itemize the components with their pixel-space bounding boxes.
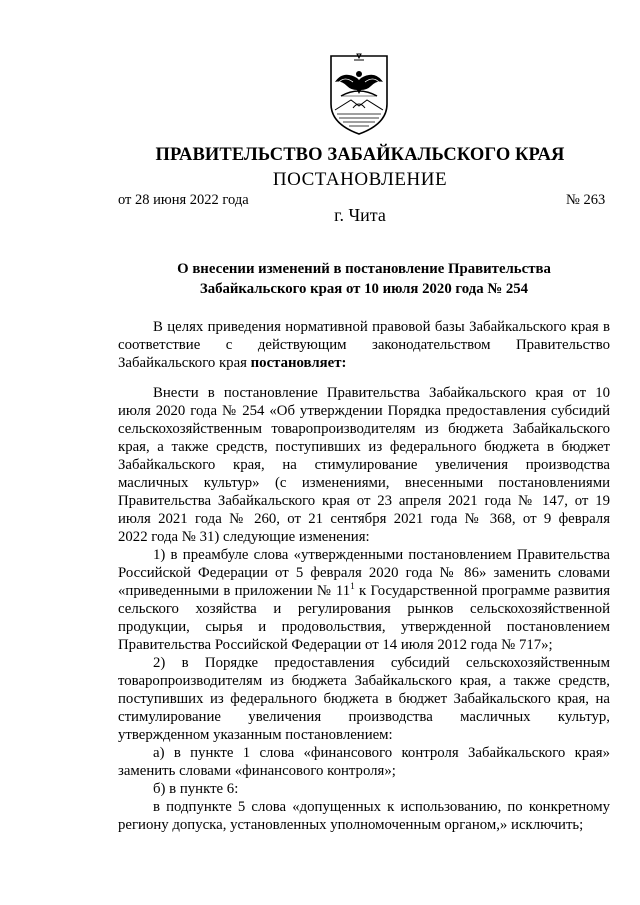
- body-line: заменить словами «финансового контроля»;: [118, 763, 396, 779]
- body-line: июля 2021 года № 260, от 21 сентября 2021 года № 368, от 9 февраля: [118, 511, 610, 527]
- document-type: ПОСТАНОВЛЕНИЕ: [272, 169, 448, 190]
- preamble-line: [118, 354, 610, 372]
- document-city: г. Чита: [334, 205, 386, 225]
- body-line: 2) в Порядке предоставления субсидий сельскохозяйственным: [153, 655, 610, 671]
- body-line: утвержденном указанным постановлением:: [118, 727, 393, 743]
- government-name: ПРАВИТЕЛЬСТВО ЗАБАЙКАЛЬСКОГО КРАЯ: [155, 145, 565, 165]
- body-line: [118, 582, 610, 600]
- body-line: Правительства Забайкальского края от 23 апреля 2021 года № 147, от 19: [118, 493, 610, 509]
- document-number: № 263: [566, 192, 606, 208]
- preamble-line: В целях приведения нормативной правовой базы Забайкальского края в: [153, 319, 610, 335]
- title-line: Забайкальского края от 10 июля 2020 года № 254: [199, 281, 529, 297]
- body-line: б) в пункте 6:: [153, 781, 239, 797]
- preamble-line: соответствие с действующим законодательством Правительство: [118, 337, 610, 353]
- body-line: Забайкальского края, на стимулирование увеличения производства: [118, 457, 610, 473]
- body-line: сельского хозяйства и регулирования рынков сельскохозяйственной: [118, 601, 610, 617]
- body-line: Внести в постановление Правительства Забайкальского края от 10: [153, 385, 610, 401]
- title-line: О внесении изменений в постановление Правительства: [177, 261, 551, 277]
- body-line: стимулирование увеличения производства масличных культур,: [118, 709, 610, 725]
- superscript: 1: [350, 581, 355, 591]
- body-line: а) в пункте 1 слова «финансового контроля Забайкальского края»: [153, 745, 610, 761]
- body-line: Правительства Российской Федерации от 14 июля 2012 года № 717»;: [118, 637, 553, 653]
- body-line: 2022 года № 31) следующие изменения:: [118, 529, 370, 545]
- body-line: товаропроизводителям из бюджета Забайкальского края, а также средств,: [118, 673, 610, 689]
- body-text: к Государственной программе развития: [354, 583, 611, 599]
- body-line: сельскохозяйственным товаропроизводителям из бюджета Забайкальского: [118, 421, 610, 437]
- body-line: Российской Федерации от 5 февраля 2020 года № 86» заменить словами: [118, 565, 610, 581]
- body-line: в подпункте 5 слова «допущенных к использованию, по конкретному: [153, 799, 610, 815]
- body-line: июля 2020 года № 254 «Об утверждении Порядка предоставления субсидий: [118, 403, 610, 419]
- body-line: масличных культур» (с изменениями, внесенными постановлениями: [118, 475, 610, 491]
- document-date: от 28 июня 2022 года: [118, 192, 249, 208]
- body-line: продукции, сырья и продовольствия, утвержденной постановлением: [118, 619, 610, 635]
- body-line: края, а также средств, поступивших из федерального бюджета в бюджет: [118, 439, 610, 455]
- coat-of-arms-icon: [327, 52, 391, 136]
- body-line: 1) в преамбуле слова «утвержденными постановлением Правительства: [153, 547, 610, 563]
- preamble-text: Забайкальского края: [118, 355, 251, 371]
- body-text: «приведенными в приложении № 11: [118, 583, 351, 599]
- body-line: региону допуска, установленных уполномоченным органом,» исключить;: [118, 817, 584, 833]
- preamble-resolution-word: постановляет:: [250, 355, 347, 371]
- body-line: поступивших из федерального бюджета в бюджет Забайкальского края, на: [118, 691, 610, 707]
- document-title: [118, 259, 610, 299]
